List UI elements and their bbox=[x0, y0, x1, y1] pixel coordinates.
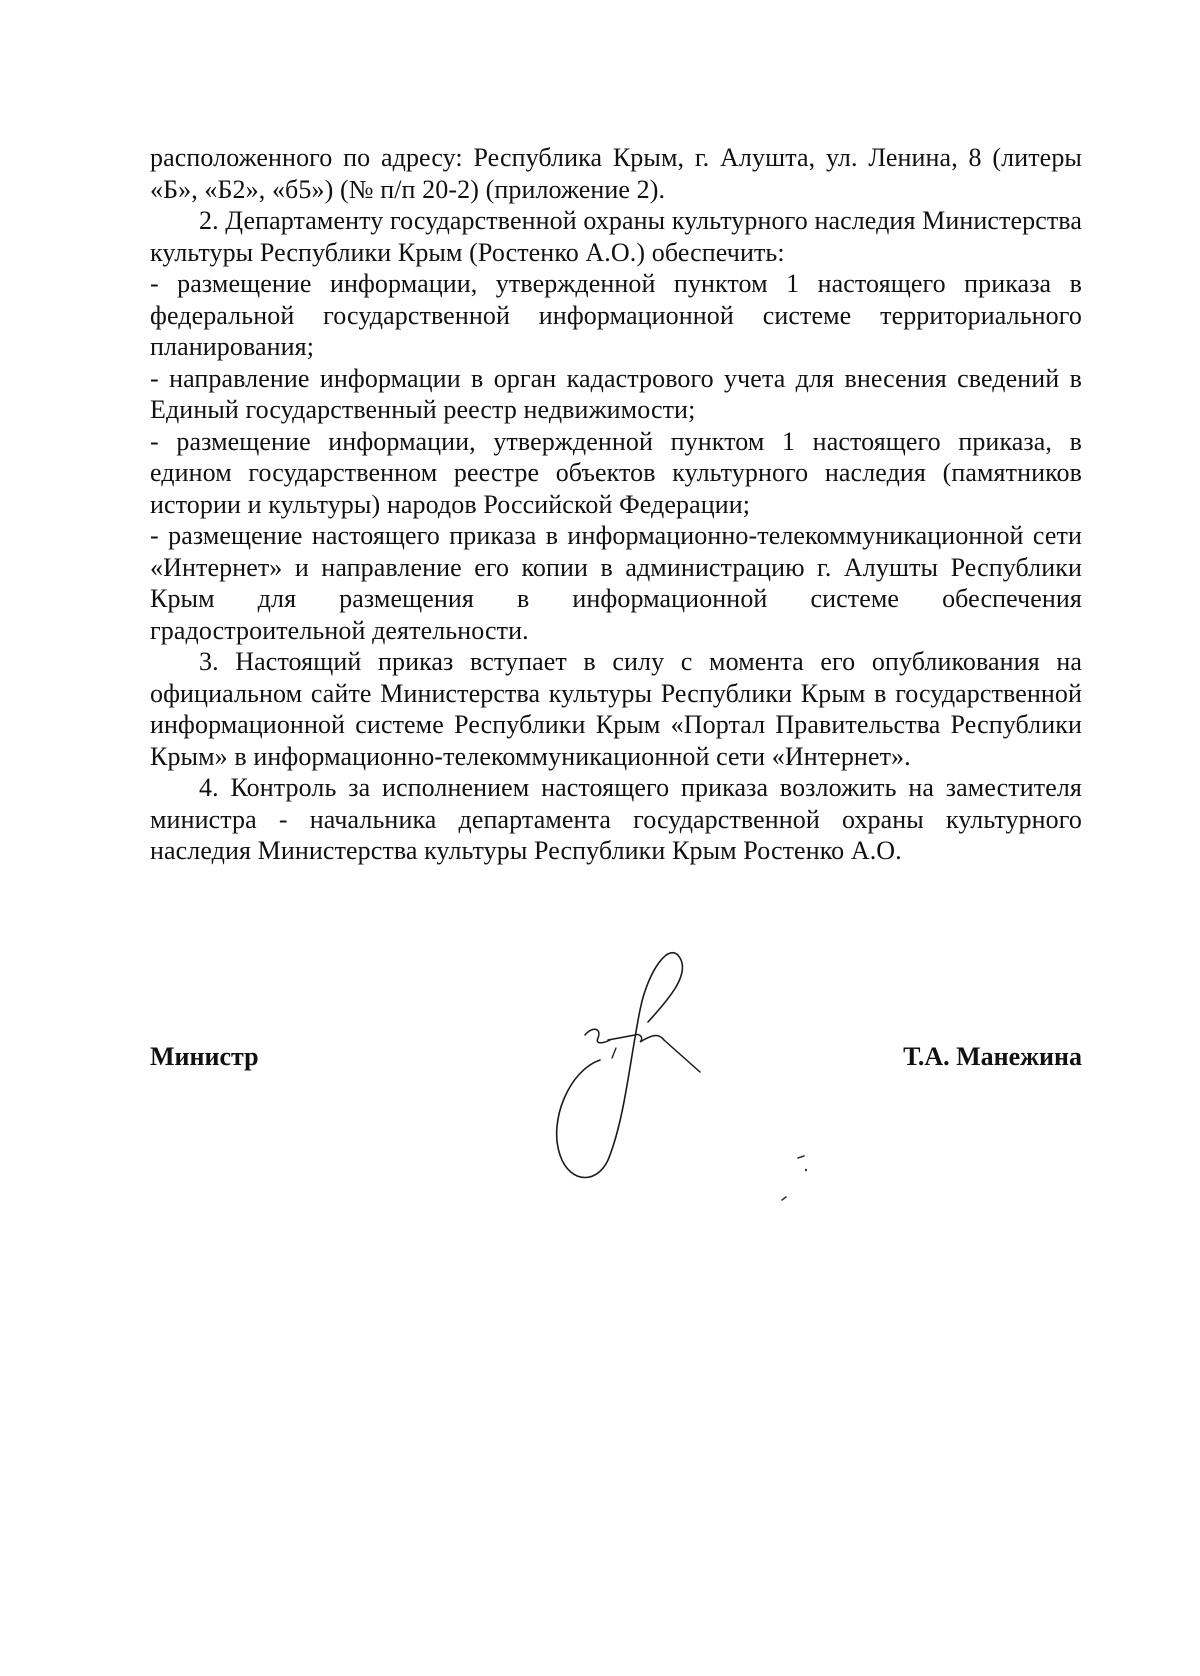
paragraph-bullet-internet: - размещение настоящего приказа в информационно-телекоммуникационной сети «Интернет» и направление его копии в администрацию г. Алушты Республики Крым для размещения в информационной системе обеспечения градостроительной деятельности. bbox=[150, 521, 1082, 645]
paragraph-item-2: 2. Департаменту государственной охраны культурного наследия Министерства культуры Республики Крым (Ростенко А.О.) обеспечить: bbox=[150, 206, 1082, 267]
scan-specks-icon bbox=[780, 1150, 860, 1220]
paragraph-bullet-cadastral: - направление информации в орган кадастрового учета для внесения сведений в Единый государственный реестр недвижимости; bbox=[150, 363, 1082, 424]
document-body bbox=[150, 142, 1082, 867]
signatory-name: Т.А. Манежина bbox=[903, 1042, 1082, 1071]
paragraph-item-3: 3. Настоящий приказ вступает в силу с момента его опубликования на официальном сайте Министерства культуры Республики Крым в государственной информационной системе Республики Крым «Портал Правительства Республики Крым» в информационно-телекоммуникационной сети «Интернет». bbox=[150, 647, 1082, 771]
paragraph-item-4: 4. Контроль за исполнением настоящего приказа возложить на заместителя министра - начальника департамента государственной охраны культурного наследия Министерства культуры Республики Крым Ростенко А.О. bbox=[150, 773, 1082, 865]
paragraph-bullet-heritage-registry: - размещение информации, утвержденной пунктом 1 настоящего приказа, в едином государственном реестре объектов культурного наследия (памятников истории и культуры) народов Российской Федерации; bbox=[150, 426, 1082, 519]
handwritten-signature-icon bbox=[540, 940, 730, 1190]
paragraph-bullet-territorial-planning: - размещение информации, утвержденной пунктом 1 настоящего приказа в федеральной государственной информационной системе территориального планирования; bbox=[150, 269, 1082, 361]
paragraph-address: расположенного по адресу: Республика Крым, г. Алушта, ул. Ленина, 8 (литеры «Б», «Б2», «б5») (№ п/п 20-2) (приложение 2). bbox=[150, 143, 1082, 204]
signatory-title: Министр bbox=[150, 1042, 259, 1071]
